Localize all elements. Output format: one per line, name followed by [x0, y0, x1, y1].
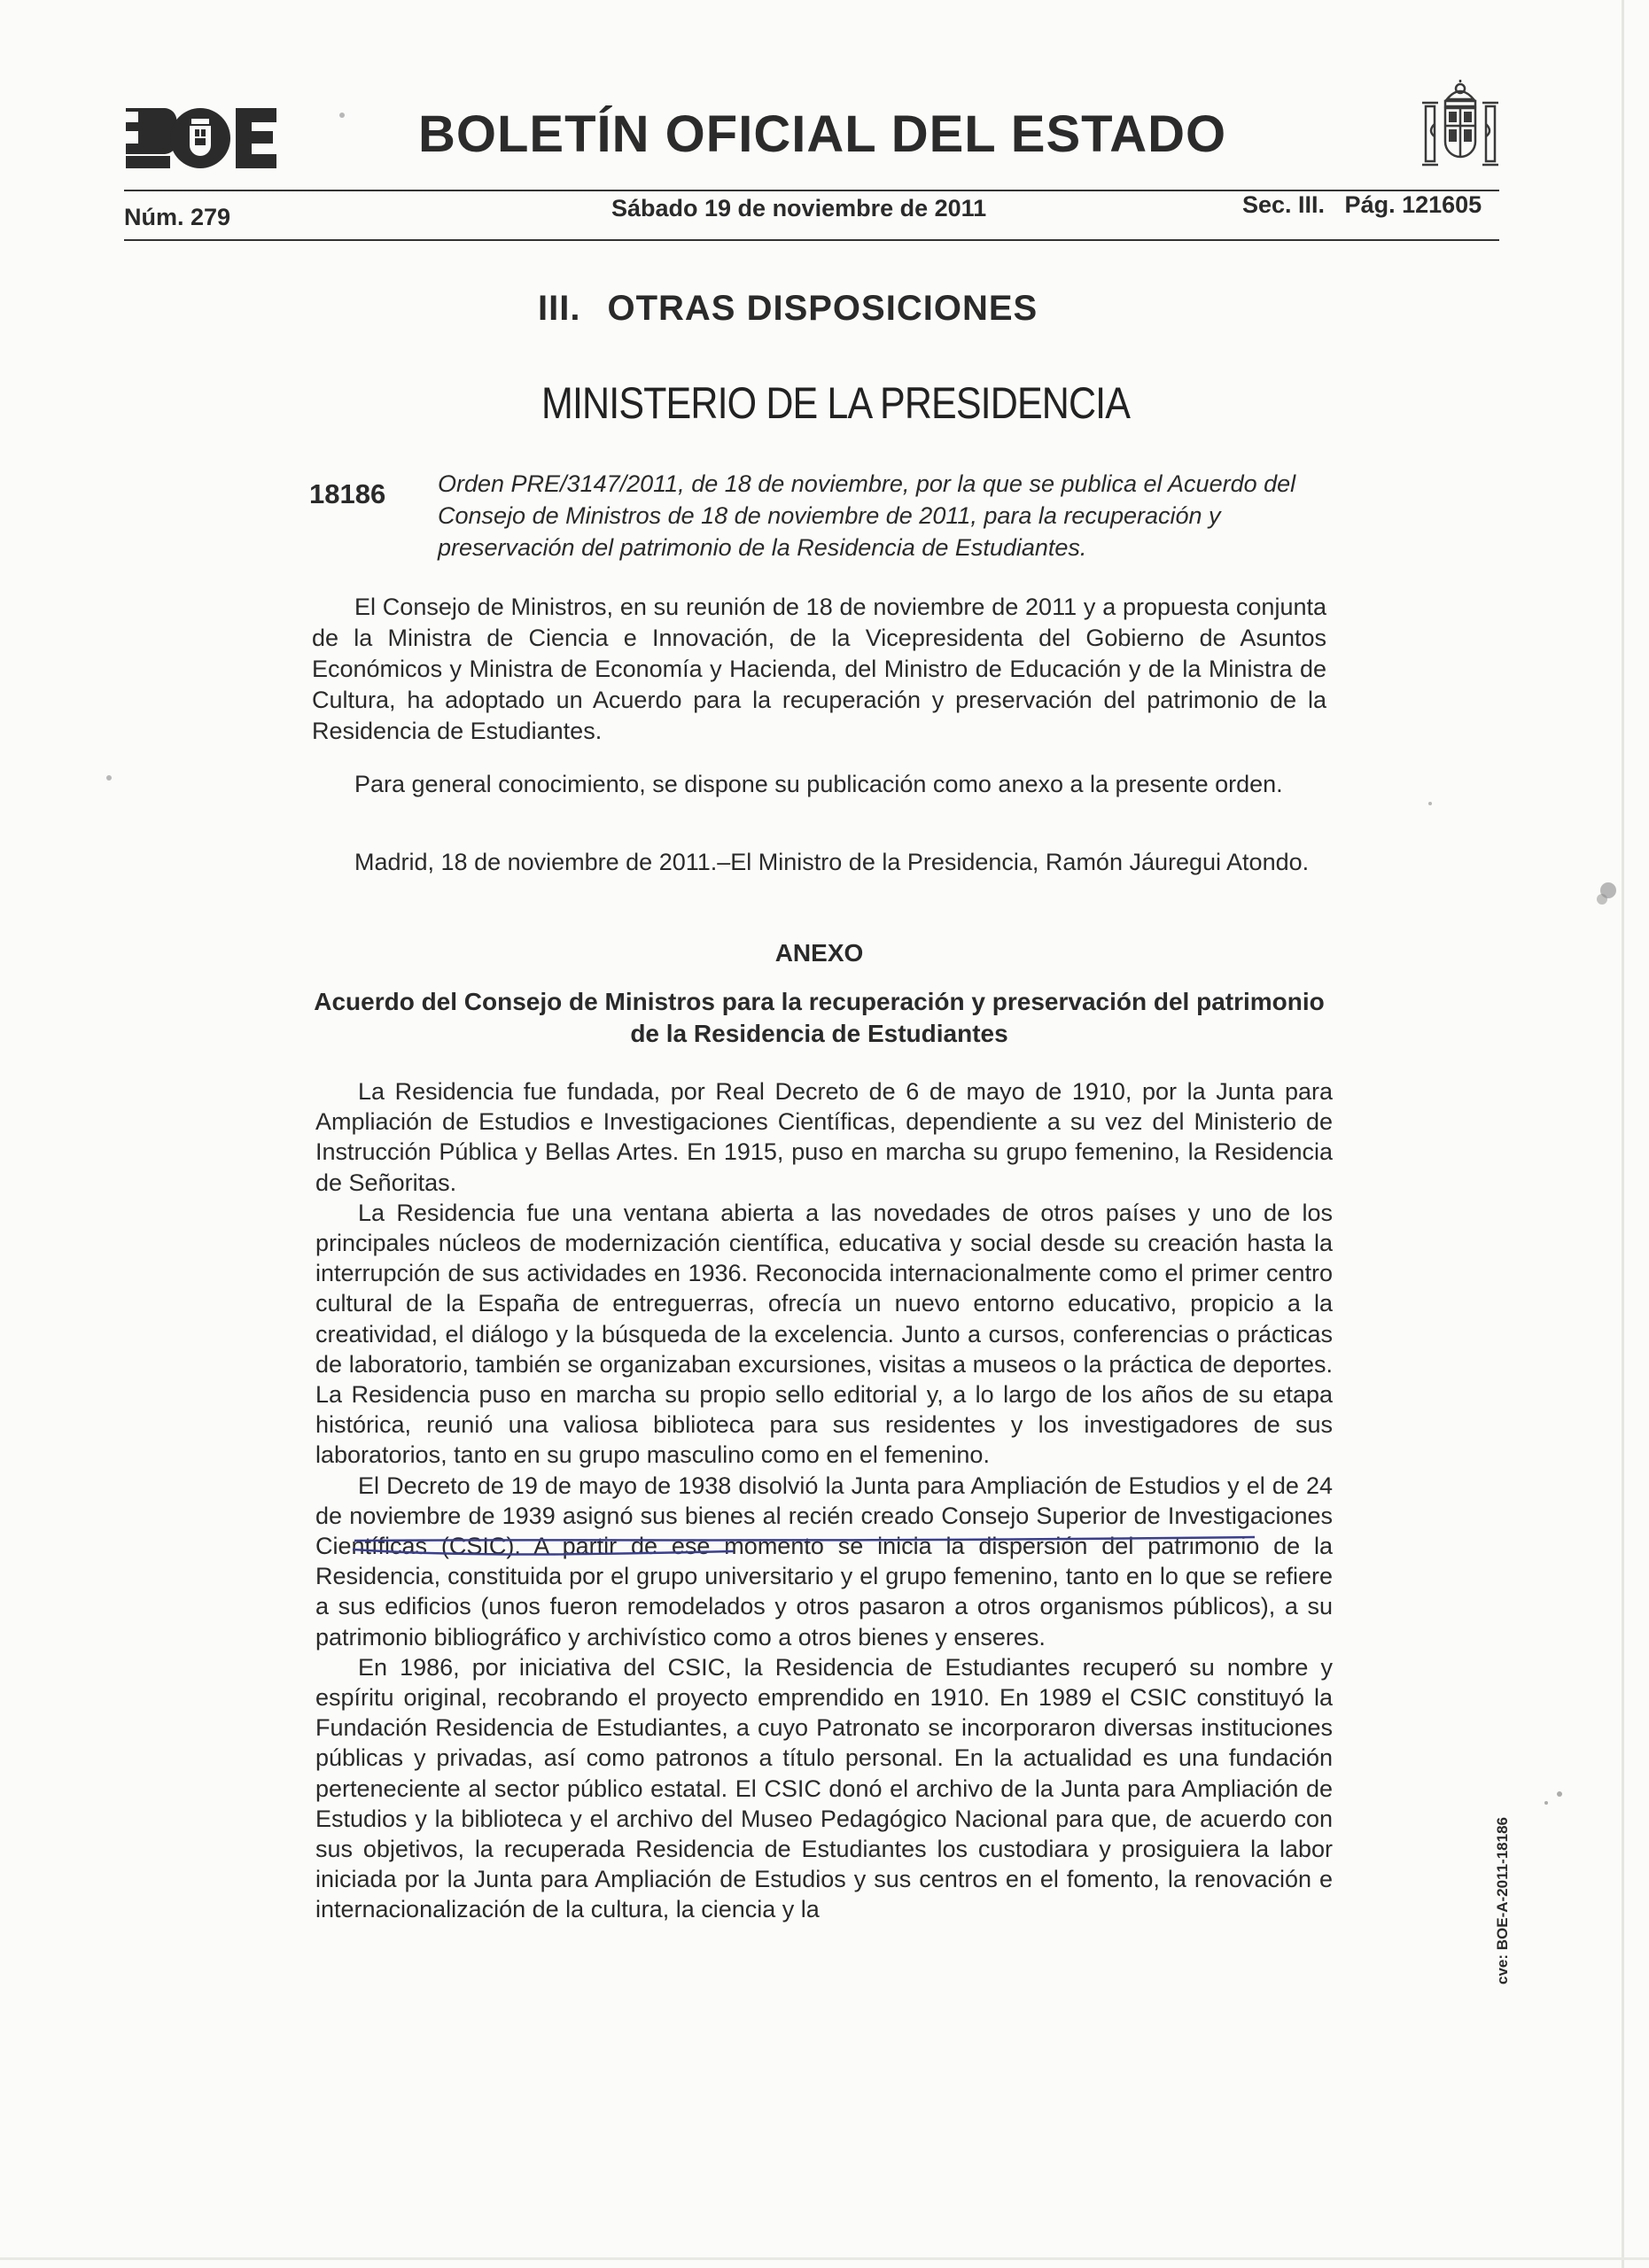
- header-rule-bottom: [124, 239, 1499, 241]
- issue-number: Núm. 279: [124, 204, 231, 230]
- section-numeral: III.: [538, 289, 581, 328]
- intro-paragraph-3: [312, 847, 1326, 878]
- section-heading: [538, 289, 1038, 329]
- annex-label: ANEXO: [774, 939, 864, 967]
- intro-paragraph-2: [312, 769, 1326, 800]
- annex-paragraph: La Residencia fue fundada, por Real Decreto de 6 de mayo de 1910, por la Junta para Ampliación de Estudios e Investigaciones Científicas, dependiente a su vez del Ministerio de Instrucción Pública y Bellas Artes. En 1915, puso en marcha su grupo femenino, la Residencia de Señoritas.: [315, 1078, 1333, 1196]
- cve-identifier: cve: BOE-A-2011-18186: [1494, 1816, 1511, 1984]
- pen-underline-mark: [353, 1535, 1256, 1560]
- paragraph: Madrid, 18 de noviembre de 2011.–El Ministro de la Presidencia, Ramón Jáuregui Atondo.: [354, 849, 1310, 875]
- issue-date: Sábado 19 de noviembre de 2011: [611, 195, 987, 221]
- paragraph: El Consejo de Ministros, en su reunión de 18 de noviembre de 2011 y a propuesta conjunta de la Ministra de Ciencia e Innovación, de la Vicepresidenta del Gobierno de Asuntos Económicos y Ministra de Economía y Hacienda, del Ministro de Educación y de la Ministra de Cultura, ha adoptado un Acuerdo para la recuperación y preservación del patrimonio de la Residencia de Estudiantes.: [312, 594, 1326, 744]
- order-number: 18186: [309, 478, 386, 509]
- annex-paragraph: La Residencia fue una ventana abierta a las novedades de otros países y uno de los principales núcleos de modernización científica, educativa y social desde su creación hasta la interrupción de sus actividades en 1936. Reconocida internacionalmente como el primer centro cultural de la España de entreguerras, ofrecía un nuevo entorno educativo, propicio a la creatividad, el diálogo y la búsqueda de la excelencia. Junto a cursos, conferencias o prácticas de laboratorio, también se organizaban excursiones, visitas a museos o la práctica de deportes. La Residencia puso en marcha su propio sello editorial y, a lo largo de los años de su etapa histórica, reunió una valiosa biblioteca para sus residentes y los investigadores de sus laboratorios, tanto en su grupo masculino como en el femenino.: [315, 1199, 1333, 1469]
- section-page: Sec. III. Pág. 121605: [1242, 191, 1482, 218]
- masthead-title: BOLETÍN OFICIAL DEL ESTADO: [418, 105, 1227, 163]
- annex-body: [315, 1076, 1333, 1925]
- annex-paragraph: El Decreto de 19 de mayo de 1938 disolvió la Junta para Ampliación de Estudios y el de 24 de noviembre de 1939 asignó sus bienes al recién creado Consejo Superior de Investigaciones Científicas (CSIC). A partir de ese momento se inicia la dispersión del patrimonio de la Residencia, constituida por el grupo universitario y el grupo femenino, tanto en lo que se refiere a sus edificios (unos fueron remodelados y otros pasaron a otros organismos públicos), a su patrimonio bibliográfico y archivístico como a otros bienes y enseres.: [315, 1472, 1333, 1651]
- boe-logo: [124, 105, 279, 172]
- order-summary: Orden PRE/3147/2011, de 18 de noviembre, por la que se publica el Acuerdo del Consejo de Ministros de 18 de noviembre de 2011, para la recuperación y preservación del patrimonio de la Residencia de Estudiantes.: [438, 470, 1296, 561]
- annex-title: Acuerdo del Consejo de Ministros para la recuperación y preservación del patrimonio de la Residencia de Estudiantes: [314, 988, 1325, 1047]
- coat-of-arms-icon: [1420, 80, 1500, 172]
- paragraph: Para general conocimiento, se dispone su publicación como anexo a la presente orden.: [354, 771, 1283, 797]
- intro-paragraph-1: [312, 592, 1326, 747]
- ministry-heading: MINISTERIO DE LA PRESIDENCIA: [541, 378, 1131, 428]
- section-title: OTRAS DISPOSICIONES: [607, 289, 1038, 328]
- annex-paragraph: En 1986, por iniciativa del CSIC, la Residencia de Estudiantes recuperó su nombre y espíritu original, recobrando el proyecto emprendido en 1910. En 1989 el CSIC constituyó la Fundación Residencia de Estudiantes, a cuyo Patronato se incorporaron diversas instituciones públicas y privadas, así como patronos a título personal. En la actualidad es una fundación perteneciente al sector público estatal. El CSIC donó el archivo de la Junta para Ampliación de Estudios y la biblioteca y el archivo del Museo Pedagógico Nacional para que, de acuerdo con sus objetivos, la recuperada Residencia de Estudiantes los custodiara y prosiguiera la labor iniciada por la Junta para Ampliación de Estudios y sus centros en el fomento, la renovación e internacionalización de la cultura, la ciencia y la: [315, 1653, 1333, 1923]
